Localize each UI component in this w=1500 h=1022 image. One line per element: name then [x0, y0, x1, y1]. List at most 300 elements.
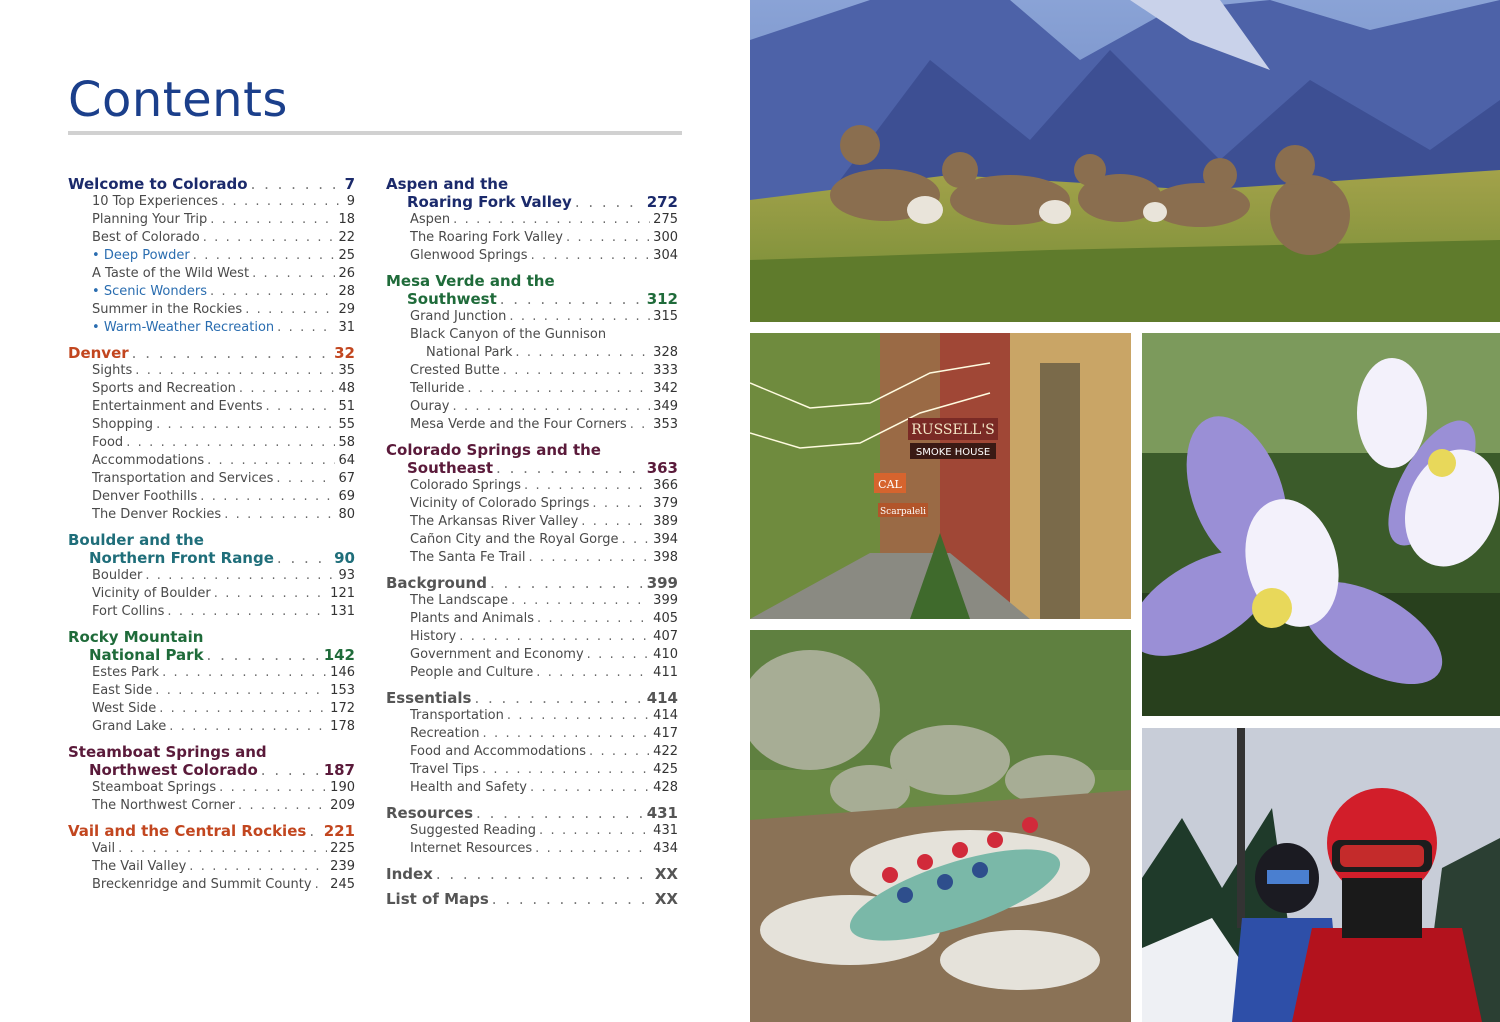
- toc-section-heading[interactable]: [68, 822, 355, 840]
- toc-page-number: 121: [330, 586, 355, 601]
- toc-entry-vicinity-of-boulder[interactable]: [68, 585, 355, 603]
- toc-entry-entertainment-and-events[interactable]: [68, 398, 355, 416]
- toc-page-number: 394: [653, 532, 678, 547]
- toc-column-left: [68, 175, 355, 901]
- toc-entry-label: Accommodations: [92, 453, 205, 468]
- dot-leader: [531, 247, 651, 265]
- toc-page-number: 353: [653, 417, 678, 432]
- toc-page-number: 379: [653, 496, 678, 511]
- toc-section-heading[interactable]: [68, 175, 355, 193]
- toc-section-heading[interactable]: [386, 175, 678, 211]
- toc-entry-steamboat-springs[interactable]: [68, 779, 355, 797]
- toc-entry-mesa-verde-and-the-four-corners[interactable]: [386, 416, 678, 434]
- dot-leader: [581, 513, 650, 531]
- toc-entry-plants-and-animals[interactable]: [386, 610, 678, 628]
- toc-entry-sports-and-recreation[interactable]: [68, 380, 355, 398]
- toc-page-number: 349: [653, 399, 678, 414]
- toc-entry-summer-in-the-rockies[interactable]: [68, 301, 355, 319]
- toc-section-title: Northwest Colorado: [89, 761, 258, 779]
- toc-section-heading[interactable]: [386, 272, 678, 308]
- toc-entry-planning-your-trip[interactable]: [68, 211, 355, 229]
- toc-page-number: 272: [646, 193, 678, 211]
- toc-column-right: [386, 175, 678, 915]
- toc-entry-warm-weather-recreation[interactable]: [68, 319, 355, 337]
- toc-page-number: 32: [334, 344, 355, 362]
- toc-page-number: 422: [653, 744, 678, 759]
- toc-entry-label: Breckenridge and Summit County: [92, 877, 312, 892]
- toc-entry-label: Government and Economy: [410, 647, 584, 662]
- toc-page-number: 172: [330, 701, 355, 716]
- toc-page-number: 221: [323, 822, 355, 840]
- title-divider: [68, 131, 682, 135]
- toc-entry-label: Summer in the Rockies: [92, 302, 243, 317]
- toc-section-title: Aspen and the: [386, 175, 509, 193]
- toc-page-number: 363: [646, 459, 678, 477]
- toc-entry-label: Best of Colorado: [92, 230, 200, 245]
- dot-leader: [276, 470, 335, 488]
- toc-page-number: 275: [653, 212, 678, 227]
- dot-leader: [509, 308, 650, 326]
- dot-leader: [592, 495, 650, 513]
- toc-entry-label: East Side: [92, 683, 153, 698]
- toc-entry-government-and-economy[interactable]: [386, 646, 678, 664]
- toc-entry-glenwood-springs[interactable]: [386, 247, 678, 265]
- toc-entry-colorado-springs[interactable]: [386, 477, 678, 495]
- toc-entry-the-landscape[interactable]: [386, 592, 678, 610]
- toc-section-heading[interactable]: [386, 890, 678, 908]
- dot-leader: [503, 362, 650, 380]
- toc-entry-label: Black Canyon of the Gunnison: [410, 327, 607, 342]
- toc-entry-label: Vail: [92, 841, 116, 856]
- dot-leader: [524, 477, 650, 495]
- toc-page-number: 55: [338, 417, 355, 432]
- toc-page-number: 414: [653, 708, 678, 723]
- toc-entry-label: Food and Accommodations: [410, 744, 586, 759]
- dot-leader: [200, 488, 335, 506]
- toc-entry-label: Grand Junction: [410, 309, 507, 324]
- toc-page-number: 69: [338, 489, 355, 504]
- toc-entry-vicinity-of-colorado-springs[interactable]: [386, 495, 678, 513]
- toc-page-number: XX: [654, 865, 678, 883]
- toc-entry-label: Planning Your Trip: [92, 212, 208, 227]
- dot-leader: [528, 549, 650, 567]
- toc-entry-recreation[interactable]: [386, 725, 678, 743]
- toc-entry-aspen[interactable]: [386, 211, 678, 229]
- toc-section-title: Essentials: [386, 689, 472, 707]
- toc-section-list-of-maps: [386, 890, 678, 908]
- dot-leader: [167, 603, 327, 621]
- toc-entry-the-roaring-fork-valley[interactable]: [386, 229, 678, 247]
- toc-entry-label: Telluride: [410, 381, 465, 396]
- toc-page-number: 366: [653, 478, 678, 493]
- dot-leader: [474, 689, 643, 707]
- toc-entry-black-canyon-of-the-gunnison[interactable]: [386, 326, 678, 344]
- bighorn-sheep-photo: [750, 0, 1500, 322]
- dot-leader: [203, 229, 336, 247]
- toc-entry-travel-tips[interactable]: [386, 761, 678, 779]
- smoke-house-sign: SMOKE HOUSE: [915, 447, 991, 458]
- toc-entry-the-santa-fe-trail[interactable]: [386, 549, 678, 567]
- dot-leader: [566, 229, 650, 247]
- toc-entry-label: Sights: [92, 363, 133, 378]
- toc-section-title: Background: [386, 574, 487, 592]
- toc-entry-best-of-colorado[interactable]: [68, 229, 355, 247]
- toc-entry-label: National Park: [426, 345, 513, 360]
- bullet-icon: •: [92, 320, 104, 335]
- toc-page-number: 399: [653, 593, 678, 608]
- toc-page-number: 225: [330, 841, 355, 856]
- toc-section-title: List of Maps: [386, 890, 489, 908]
- toc-entry-label: Entertainment and Events: [92, 399, 263, 414]
- toc-section-title: Denver: [68, 344, 129, 362]
- toc-section-colorado-springs-and-the-southeast: [386, 441, 678, 567]
- toc-entry-label: The Arkansas River Valley: [410, 514, 579, 529]
- toc-section-title: Welcome to Colorado: [68, 175, 248, 193]
- toc-entry-the-northwest-corner[interactable]: [68, 797, 355, 815]
- dot-leader: [621, 531, 650, 549]
- dot-leader: [277, 319, 335, 337]
- toc-entry-label: Steamboat Springs: [92, 780, 217, 795]
- toc-entry-canon-city-and-the-royal-gorge[interactable]: [386, 531, 678, 549]
- toc-entry-label: Denver Foothills: [92, 489, 198, 504]
- toc-entry-label: Colorado Springs: [410, 478, 521, 493]
- bullet-icon: •: [92, 284, 104, 299]
- toc-page-number: 22: [338, 230, 355, 245]
- dot-leader: [210, 211, 335, 229]
- dot-leader: [535, 840, 650, 858]
- toc-page-number: 80: [338, 507, 355, 522]
- toc-entry-estes-park[interactable]: [68, 664, 355, 682]
- dot-leader: [483, 725, 651, 743]
- toc-page-number: 328: [653, 345, 678, 360]
- toc-section-title: Rocky Mountain: [68, 628, 204, 646]
- whitewater-rafting-photo: [750, 630, 1131, 1022]
- toc-section-title: Index: [386, 865, 433, 883]
- toc-page-number: 25: [338, 248, 355, 263]
- toc-entry-scenic-wonders[interactable]: [68, 283, 355, 301]
- toc-entry-label: Vicinity of Colorado Springs: [410, 496, 590, 511]
- toc-page-number: XX: [654, 890, 678, 908]
- toc-entry-black-canyon-of-the-gunnison[interactable]: [386, 344, 678, 362]
- toc-entry-west-side[interactable]: [68, 700, 355, 718]
- toc-entry-label: The Santa Fe Trail: [410, 550, 526, 565]
- dot-leader: [436, 865, 652, 883]
- dot-leader: [239, 380, 336, 398]
- toc-page-number: 399: [646, 574, 678, 592]
- toc-page-number: 431: [653, 823, 678, 838]
- toc-section-heading[interactable]: [68, 344, 355, 362]
- toc-page-number: 31: [338, 320, 355, 335]
- dot-leader: [132, 344, 331, 362]
- toc-section-heading[interactable]: [386, 689, 678, 707]
- toc-page-number: 187: [323, 761, 355, 779]
- toc-page-number: 146: [330, 665, 355, 680]
- toc-section-steamboat-springs-and-northwest-colorado: [68, 743, 355, 815]
- toc-page-number: 67: [338, 471, 355, 486]
- dot-leader: [530, 779, 650, 797]
- toc-section-mesa-verde-and-the-southwest: [386, 272, 678, 434]
- dot-leader: [221, 193, 344, 211]
- toc-page-number: 417: [653, 726, 678, 741]
- toc-section-heading[interactable]: [386, 804, 678, 822]
- toc-entry-label: Deep Powder: [103, 248, 190, 263]
- toc-section-title: Vail and the Central Rockies: [68, 822, 307, 840]
- dot-leader: [539, 822, 650, 840]
- dot-leader: [277, 549, 331, 567]
- toc-page-number: 48: [338, 381, 355, 396]
- toc-section-heading[interactable]: [68, 743, 355, 779]
- dot-leader: [159, 700, 327, 718]
- toc-entry-label: Ouray: [410, 399, 450, 414]
- toc-entry-label: The Vail Valley: [92, 859, 187, 874]
- dot-leader: [630, 416, 650, 434]
- dot-leader: [135, 362, 335, 380]
- toc-entry-accommodations[interactable]: [68, 452, 355, 470]
- toc-page-number: 333: [653, 363, 678, 378]
- toc-entry-the-denver-rockies[interactable]: [68, 506, 355, 524]
- toc-entry-internet-resources[interactable]: [386, 840, 678, 858]
- dot-leader: [207, 452, 335, 470]
- toc-entry-label: The Northwest Corner: [92, 798, 236, 813]
- toc-entry-telluride[interactable]: [386, 380, 678, 398]
- toc-page-number: 58: [338, 435, 355, 450]
- dot-leader: [156, 416, 335, 434]
- toc-entry-label: Scenic Wonders: [103, 284, 207, 299]
- toc-section-title: Roaring Fork Valley: [407, 193, 572, 211]
- toc-section-title: Boulder and the: [68, 531, 204, 549]
- toc-page-number: 28: [338, 284, 355, 299]
- dot-leader: [162, 664, 327, 682]
- dot-leader: [251, 175, 342, 193]
- toc-entry-10-top-experiences[interactable]: [68, 193, 355, 211]
- toc-entry-label: History: [410, 629, 457, 644]
- toc-section-welcome-to-colorado: [68, 175, 355, 337]
- toc-page-number: 90: [334, 549, 355, 567]
- toc-entry-label: A Taste of the Wild West: [92, 266, 250, 281]
- bullet-icon: •: [92, 248, 104, 263]
- dot-leader: [492, 890, 652, 908]
- toc-entry-grand-junction[interactable]: [386, 308, 678, 326]
- dot-leader: [575, 193, 644, 211]
- toc-entry-boulder[interactable]: [68, 567, 355, 585]
- toc-section-index: [386, 865, 678, 883]
- toc-entry-label: Grand Lake: [92, 719, 167, 734]
- columbine-flower-photo: [1142, 333, 1500, 716]
- toc-entry-label: Plants and Animals: [410, 611, 535, 626]
- town-street-photo: [750, 333, 1131, 619]
- toc-section-aspen-and-the-roaring-fork-valley: [386, 175, 678, 265]
- toc-entry-grand-lake[interactable]: [68, 718, 355, 736]
- toc-entry-deep-powder[interactable]: [68, 247, 355, 265]
- page-title: Contents: [68, 72, 288, 128]
- dot-leader: [500, 290, 644, 308]
- dot-leader: [511, 592, 650, 610]
- toc-entry-label: Internet Resources: [410, 841, 533, 856]
- toc-section-heading[interactable]: [68, 628, 355, 664]
- toc-page-number: 18: [338, 212, 355, 227]
- toc-section-vail-and-the-central-rockies: [68, 822, 355, 894]
- toc-entry-east-side[interactable]: [68, 682, 355, 700]
- toc-section-title: National Park: [89, 646, 204, 664]
- toc-page-number: 51: [338, 399, 355, 414]
- toc-entry-fort-collins[interactable]: [68, 603, 355, 621]
- toc-section-title: Southeast: [407, 459, 494, 477]
- toc-page-number: 431: [646, 804, 678, 822]
- toc-entry-label: Boulder: [92, 568, 143, 583]
- toc-entry-food[interactable]: [68, 434, 355, 452]
- toc-page-number: 434: [653, 841, 678, 856]
- toc-page-number: 29: [338, 302, 355, 317]
- toc-entry-ouray[interactable]: [386, 398, 678, 416]
- toc-entry-label: Warm-Weather Recreation: [103, 320, 275, 335]
- toc-entry-label: Food: [92, 435, 124, 450]
- toc-entry-history[interactable]: [386, 628, 678, 646]
- dot-leader: [476, 804, 644, 822]
- cal-sign: CAL: [878, 478, 902, 491]
- toc-page-number: 131: [330, 604, 355, 619]
- toc-page-number: 312: [646, 290, 678, 308]
- toc-entry-label: Suggested Reading: [410, 823, 537, 838]
- toc-section-rocky-mountain-national-park: [68, 628, 355, 736]
- toc-page-number: 153: [330, 683, 355, 698]
- toc-page-number: 414: [646, 689, 678, 707]
- toc-entry-food-and-accommodations[interactable]: [386, 743, 678, 761]
- toc-entry-the-arkansas-river-valley[interactable]: [386, 513, 678, 531]
- dot-leader: [214, 585, 327, 603]
- toc-entry-shopping[interactable]: [68, 416, 355, 434]
- toc-section-title: Steamboat Springs and: [68, 743, 267, 761]
- toc-page-number: 300: [653, 230, 678, 245]
- dot-leader: [261, 761, 321, 779]
- toc-entry-transportation[interactable]: [386, 707, 678, 725]
- toc-entry-crested-butte[interactable]: [386, 362, 678, 380]
- dot-leader: [515, 344, 650, 362]
- toc-entry-label: The Roaring Fork Valley: [410, 230, 563, 245]
- toc-entry-label: Sports and Recreation: [92, 381, 236, 396]
- toc-entry-people-and-culture[interactable]: [386, 664, 678, 682]
- toc-section-title: Colorado Springs and the: [386, 441, 601, 459]
- toc-page-number: 342: [653, 381, 678, 396]
- toc-section-title: Southwest: [407, 290, 497, 308]
- dot-leader: [587, 646, 651, 664]
- toc-entry-label: Health and Safety: [410, 780, 527, 795]
- dot-leader: [155, 682, 327, 700]
- toc-entry-label: People and Culture: [410, 665, 534, 680]
- toc-entry-label: 10 Top Experiences: [92, 194, 219, 209]
- dot-leader: [224, 506, 335, 524]
- toc-section-heading[interactable]: [386, 441, 678, 477]
- toc-page-number: 35: [338, 363, 355, 378]
- toc-entry-label: Recreation: [410, 726, 480, 741]
- toc-section-heading[interactable]: [386, 865, 678, 883]
- dot-leader: [459, 628, 650, 646]
- toc-entry-vail[interactable]: [68, 840, 355, 858]
- toc-section-essentials: [386, 689, 678, 797]
- toc-page-number: 407: [653, 629, 678, 644]
- dot-leader: [467, 380, 650, 398]
- dot-leader: [453, 211, 650, 229]
- toc-page-number: 178: [330, 719, 355, 734]
- dot-leader: [145, 567, 335, 585]
- dot-leader: [189, 858, 327, 876]
- toc-page-number: 245: [330, 877, 355, 892]
- toc-page-number: 209: [330, 798, 355, 813]
- toc-section-resources: [386, 804, 678, 858]
- toc-entry-health-and-safety[interactable]: [386, 779, 678, 797]
- dot-leader: [490, 574, 644, 592]
- toc-page-number: 405: [653, 611, 678, 626]
- toc-entry-transportation-and-services[interactable]: [68, 470, 355, 488]
- toc-entry-denver-foothills[interactable]: [68, 488, 355, 506]
- toc-entry-label: Crested Butte: [410, 363, 500, 378]
- toc-section-title: Northern Front Range: [89, 549, 274, 567]
- toc-page-number: 398: [653, 550, 678, 565]
- toc-entry-label: Glenwood Springs: [410, 248, 528, 263]
- dot-leader: [507, 707, 650, 725]
- toc-entry-label: West Side: [92, 701, 157, 716]
- toc-entry-label: Transportation and Services: [92, 471, 274, 486]
- dot-leader: [315, 876, 328, 894]
- toc-section-heading[interactable]: [386, 574, 678, 592]
- russell-sign: RUSSELL'S: [911, 422, 995, 438]
- toc-page-number: 142: [323, 646, 355, 664]
- toc-entry-a-taste-of-the-wild-west[interactable]: [68, 265, 355, 283]
- toc-section-denver: [68, 344, 355, 524]
- toc-entry-label: The Landscape: [410, 593, 509, 608]
- toc-page-number: 428: [653, 780, 678, 795]
- toc-section-background: [386, 574, 678, 682]
- toc-page-number: 26: [338, 266, 355, 281]
- dot-leader: [219, 779, 327, 797]
- toc-entry-label: Transportation: [410, 708, 504, 723]
- dot-leader: [118, 840, 327, 858]
- dot-leader: [496, 459, 644, 477]
- toc-page-number: 9: [346, 194, 355, 209]
- toc-entry-label: Aspen: [410, 212, 451, 227]
- toc-entry-suggested-reading[interactable]: [386, 822, 678, 840]
- dot-leader: [482, 761, 650, 779]
- toc-entry-label: The Denver Rockies: [92, 507, 222, 522]
- dot-leader: [238, 797, 327, 815]
- toc-page-number: 64: [338, 453, 355, 468]
- dot-leader: [193, 247, 336, 265]
- toc-page-number: 190: [330, 780, 355, 795]
- toc-section-heading[interactable]: [68, 531, 355, 567]
- dot-leader: [210, 283, 335, 301]
- dot-leader: [452, 398, 650, 416]
- toc-entry-label: Fort Collins: [92, 604, 165, 619]
- dot-leader: [537, 610, 650, 628]
- toc-page-number: 410: [653, 647, 678, 662]
- toc-section-title: Mesa Verde and the: [386, 272, 555, 290]
- dot-leader: [536, 664, 650, 682]
- toc-page-number: 315: [653, 309, 678, 324]
- toc-page-number: 93: [338, 568, 355, 583]
- toc-entry-label: Estes Park: [92, 665, 160, 680]
- toc-page-number: 425: [653, 762, 678, 777]
- dot-leader: [309, 822, 320, 840]
- toc-entry-label: Mesa Verde and the Four Corners: [410, 417, 627, 432]
- dot-leader: [126, 434, 335, 452]
- toc-page-number: 304: [653, 248, 678, 263]
- dot-leader: [266, 398, 336, 416]
- dot-leader: [245, 301, 335, 319]
- toc-page-number: 411: [653, 665, 678, 680]
- toc-entry-breckenridge-and-summit-county[interactable]: [68, 876, 355, 894]
- toc-section-title: Resources: [386, 804, 474, 822]
- toc-entry-the-vail-valley[interactable]: [68, 858, 355, 876]
- toc-entry-sights[interactable]: [68, 362, 355, 380]
